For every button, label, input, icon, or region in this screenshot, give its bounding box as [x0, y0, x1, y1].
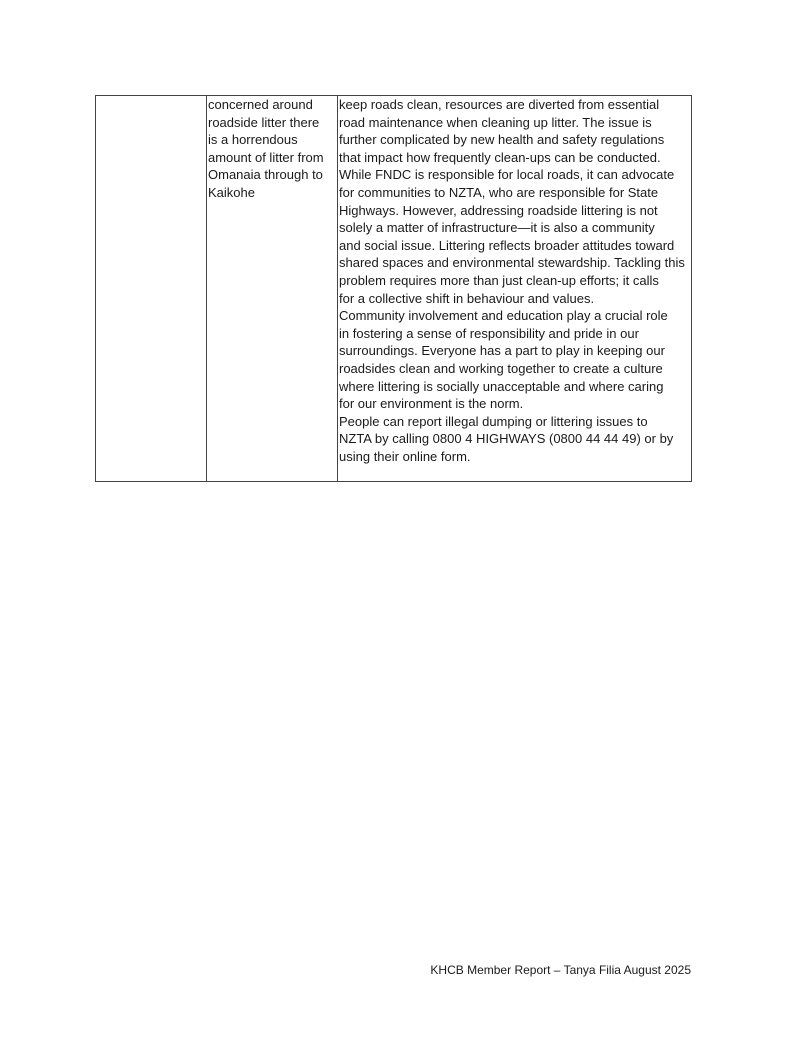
table-cell-response: [338, 96, 692, 482]
cell-col2-text: concerned around roadside litter there is a horrendous amount of litter from Omanaia through to Kaikohe: [208, 97, 324, 200]
table-cell-empty: [96, 96, 207, 482]
cell-col3-text: keep roads clean, resources are diverted from essential road maintenance when cleaning up litter. The issue is further complicated by new health and safety regulations that impact how frequently clean-ups can be conducted. While FNDC is responsible for local roads, it can advocate for communities to NZTA, who are responsible for State Highways. However, addressing roadside littering is not solely a matter of infrastructure—it is also a community and social issue. Littering reflects broader attitudes toward shared spaces and environmental stewardship. Tackling this problem requires more than just clean-up efforts; it calls for a collective shift in behaviour and values. Community involvement and education play a crucial role in fostering a sense of responsibility and pride in our surroundings. Everyone has a part to play in keeping our roadsides clean and working together to create a culture where littering is socially unacceptable and where caring for our environment is the norm. People can report illegal dumping or littering issues to NZTA by calling 0800 4 HIGHWAYS (0800 44 44 49) or by using their online form.: [339, 97, 685, 464]
table-cell-concern: [207, 96, 338, 482]
report-table: [95, 95, 692, 482]
table-row: [96, 96, 692, 482]
page-footer: KHCB Member Report – Tanya Filia August 2025: [430, 963, 691, 977]
